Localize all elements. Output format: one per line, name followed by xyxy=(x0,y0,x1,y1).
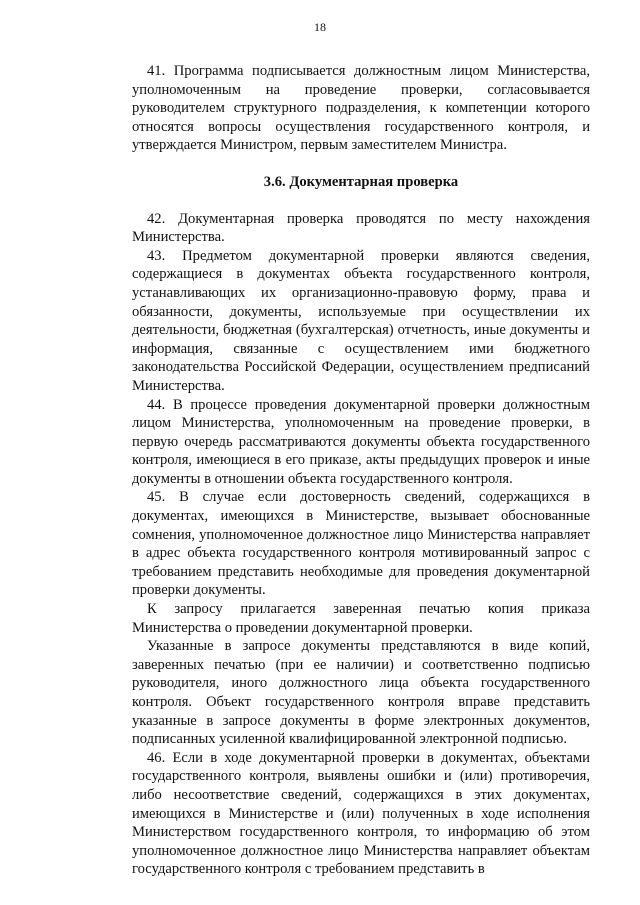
paragraph-42: 42. Документарная проверка проводятся по месту нахождения Министерства. xyxy=(132,210,590,246)
paragraph-46: 46. Если в ходе документарной проверки в документах, объектами государственного контроля, выявлены ошибки и (или) противоречия, либо несоответствие сведений, содержащихся в этих документах, имеющихся в Министерстве и (или) полученных в ходе исполнения Министерством государственного контроля, то информацию об этом уполномоченное должностное лицо Министерства направляет объектам государственного контроля с требованием представить в xyxy=(132,749,590,878)
document-body xyxy=(132,62,590,879)
paragraph-45-documents: Указанные в запросе документы представляются в виде копий, заверенных печатью (при ее наличии) и соответственно подписью руководителя, иного должностного лица объекта государственного контроля. Объект государственного контроля вправе представить указанные в запросе документы в форме электронных документов, подписанных усиленной квалифицированной электронной подписью. xyxy=(132,638,590,748)
paragraph-45-attachment: К запросу прилагается заверенная печатью копия приказа Министерства о проведении документарной проверки. xyxy=(132,601,590,636)
paragraph-43: 43. Предметом документарной проверки являются сведения, содержащиеся в документах объекта государственного контроля, устанавливающих их организационно-правовую форму, права и обязанности, документы, используемые при осуществлении их деятельности, бюджетная (бухгалтерская) отчетность, иные документы и информация, связанные с осуществлением ими бюджетного законодательства Российской Федерации, осуществлением предписаний Министерства. xyxy=(132,247,590,394)
paragraph-45: 45. В случае если достоверность сведений, содержащихся в документах, имеющихся в Министерстве, вызывает обоснованные сомнения, уполномоченное должностное лицо Министерства направляет в адрес объекта государственного контроля мотивированный запрос с требованием представить необходимые для проведения документарной проверки документы. xyxy=(132,489,590,599)
page-number: 18 xyxy=(314,20,326,34)
paragraph-41: 41. Программа подписывается должностным лицом Министерства, уполномоченным на проведение проверки, согласовывается руководителем структурного подразделения, к компетенции которого относятся вопросы осуществления государственного контроля, и утверждается Министром, первым заместителем Министра. xyxy=(132,63,590,154)
section-heading: 3.6. Документарная проверка xyxy=(263,173,459,190)
paragraph-44: 44. В процессе проведения документарной проверки должностным лицом Министерства, уполномоченным на проведение проверки, в первую очередь рассматриваются документы объекта государственного контроля, имеющиеся в его приказе, акты предыдущих проверок и иные документы в отношении объекта государственного контроля. xyxy=(132,396,590,487)
